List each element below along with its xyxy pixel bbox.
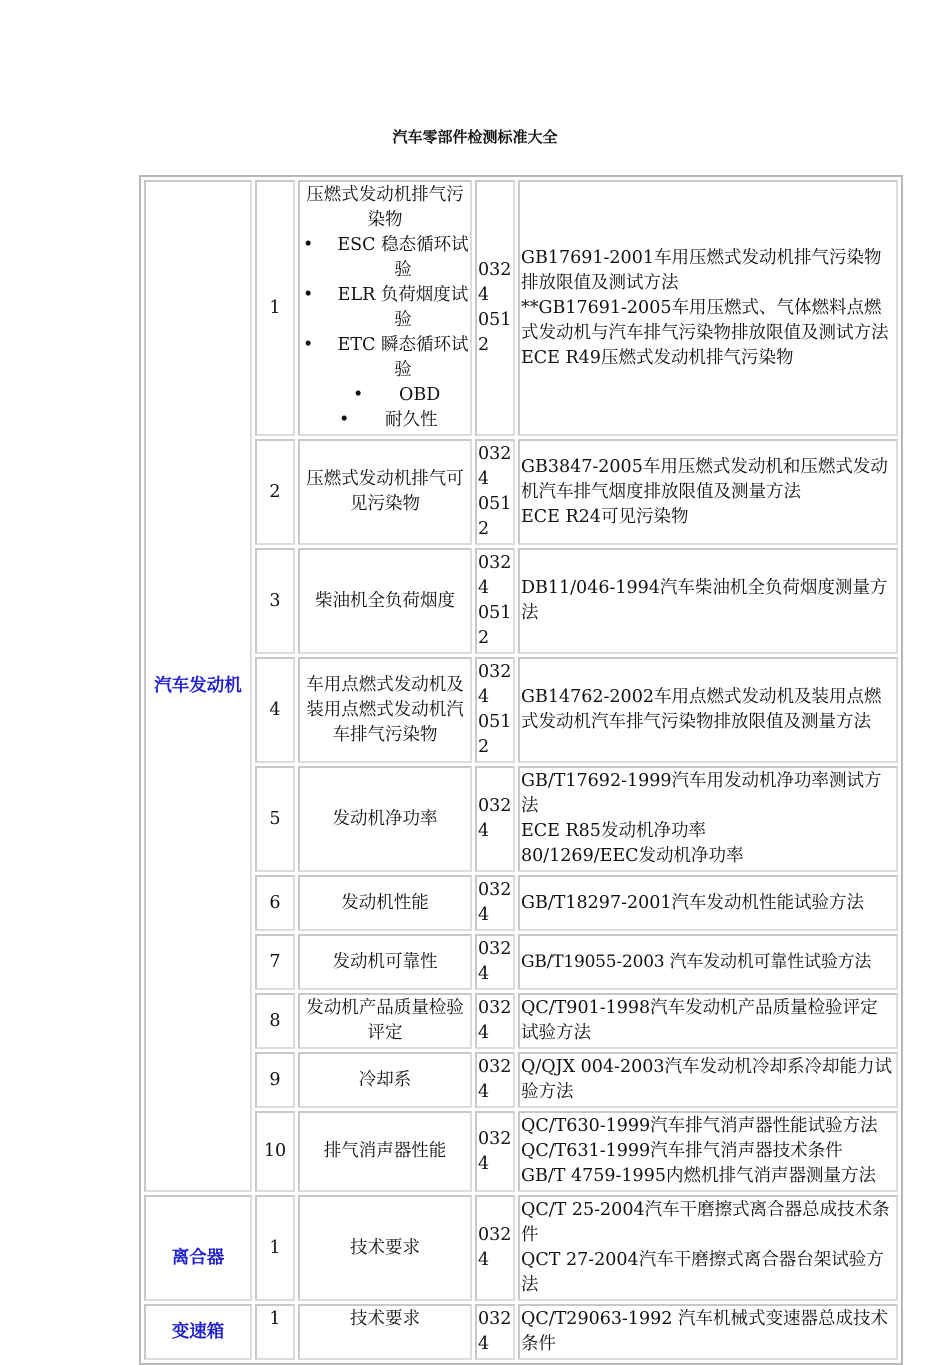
lab-code: 0324 — [475, 1304, 515, 1360]
standard-list: QC/T 25-2004汽车干磨擦式离合器总成技术条件 QCT 27-2004汽车干磨擦式离合器台架试验方法 — [518, 1195, 898, 1301]
standard-list: DB11/046-1994汽车柴油机全负荷烟度测量方法 — [518, 548, 898, 654]
test-item: 技术要求 — [298, 1195, 472, 1301]
table-row — [144, 766, 898, 872]
row-number: 10 — [255, 1111, 295, 1192]
table-row — [144, 548, 898, 654]
table-row — [144, 439, 898, 545]
test-item: 技术要求 — [298, 1304, 472, 1360]
test-item: 发动机性能 — [298, 875, 472, 931]
table-row — [144, 934, 898, 990]
table-row — [144, 1052, 898, 1108]
row-number: 7 — [255, 934, 295, 990]
standards-table — [139, 175, 903, 1365]
standard-list: QC/T29063-1992 汽车机械式变速器总成技术条件 — [518, 1304, 898, 1360]
row-number: 1 — [255, 180, 295, 436]
table-row — [144, 875, 898, 931]
standard-list: GB17691-2001车用压燃式发动机排气污染物排放限值及测试方法 **GB17691-2005车用压燃式、气体燃料点燃式发动机与汽车排气污染物排放限值及测试方法 ECE R49压燃式发动机排气污染物 — [518, 180, 898, 436]
lab-code: 0324 — [475, 1195, 515, 1301]
table-row — [144, 993, 898, 1049]
standard-list: GB/T17692-1999汽车用发动机净功率测试方法 ECE R85发动机净功率 80/1269/EEC发动机净功率 — [518, 766, 898, 872]
category-gearbox[interactable]: 变速箱 — [144, 1304, 252, 1360]
test-item: 排气消声器性能 — [298, 1111, 472, 1192]
lab-code: 0324 — [475, 1111, 515, 1192]
lab-code: 0324 0512 — [475, 657, 515, 763]
lab-code: 0324 — [475, 766, 515, 872]
standard-list: GB/T19055-2003 汽车发动机可靠性试验方法 — [518, 934, 898, 990]
lab-code: 0324 — [475, 1052, 515, 1108]
category-clutch[interactable]: 离合器 — [144, 1195, 252, 1301]
lab-code: 0324 0512 — [475, 180, 515, 436]
row-number: 1 — [255, 1195, 295, 1301]
row-number: 3 — [255, 548, 295, 654]
test-item: 冷却系 — [298, 1052, 472, 1108]
table-row — [144, 1195, 898, 1301]
row-number: 2 — [255, 439, 295, 545]
table-row — [144, 657, 898, 763]
row-number: 5 — [255, 766, 295, 872]
row-number: 1 — [255, 1304, 295, 1360]
test-item: 车用点燃式发动机及装用点燃式发动机汽车排气污染物 — [298, 657, 472, 763]
table-row — [144, 180, 898, 436]
lab-code: 0324 — [475, 875, 515, 931]
standard-list: Q/QJX 004-2003汽车发动机冷却系冷却能力试验方法 — [518, 1052, 898, 1108]
lab-code: 0324 — [475, 993, 515, 1049]
list-item: • OBD — [353, 385, 441, 405]
test-item: 柴油机全负荷烟度 — [298, 548, 472, 654]
list-item: • ETC 瞬态循环试验 — [303, 335, 469, 380]
standard-list: QC/T630-1999汽车排气消声器性能试验方法 QC/T631-1999汽车排气消声器技术条件 GB/T 4759-1995内燃机排气消声器测量方法 — [518, 1111, 898, 1192]
page-title: 汽车零部件检测标准大全 — [392, 128, 558, 146]
test-item: 发动机产品质量检验评定 — [298, 993, 472, 1049]
test-item: 压燃式发动机排气可见污染物 — [298, 439, 472, 545]
standard-list: GB3847-2005车用压燃式发动机和压燃式发动机汽车排气烟度排放限值及测量方法 ECE R24可见污染物 — [518, 439, 898, 545]
test-item: 发动机可靠性 — [298, 934, 472, 990]
lab-code: 0324 — [475, 934, 515, 990]
standard-list: QC/T901-1998汽车发动机产品质量检验评定试验方法 — [518, 993, 898, 1049]
standard-list: GB/T18297-2001汽车发动机性能试验方法 — [518, 875, 898, 931]
list-item: • ELR 负荷烟度试验 — [303, 285, 469, 330]
row-number: 6 — [255, 875, 295, 931]
test-item — [298, 180, 472, 436]
table-row — [144, 1111, 898, 1192]
lab-code: 0324 0512 — [475, 548, 515, 654]
list-item: • 耐久性 — [339, 410, 438, 430]
item-title: 压燃式发动机排气污染物 — [306, 185, 464, 230]
standard-list: GB14762-2002车用点燃式发动机及装用点燃式发动机汽车排气污染物排放限值及测量方法 — [518, 657, 898, 763]
row-number: 9 — [255, 1052, 295, 1108]
row-number: 8 — [255, 993, 295, 1049]
category-engine[interactable]: 汽车发动机 — [144, 180, 252, 1192]
lab-code: 0324 0512 — [475, 439, 515, 545]
test-item: 发动机净功率 — [298, 766, 472, 872]
list-item: • ESC 稳态循环试验 — [303, 235, 469, 280]
table-row — [144, 1304, 898, 1360]
row-number: 4 — [255, 657, 295, 763]
